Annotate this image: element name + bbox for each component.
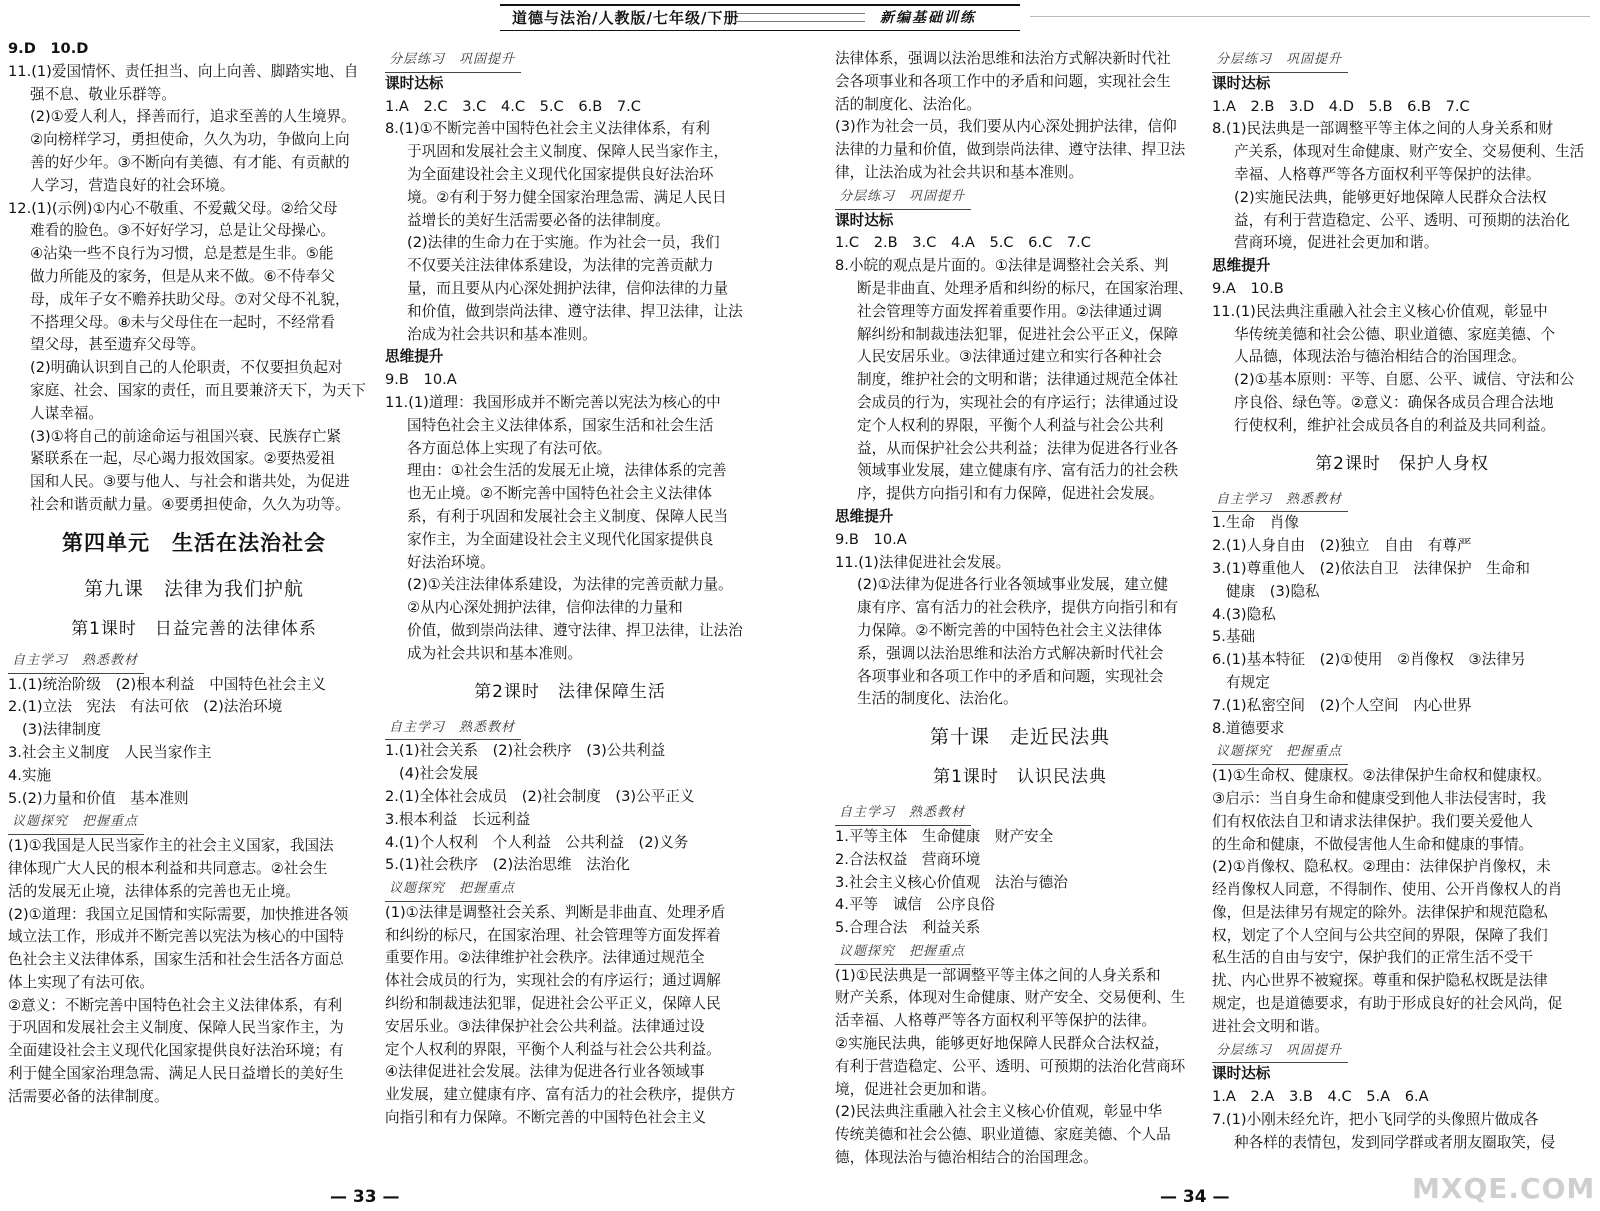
text-line: 1.平等主体 生命健康 财产安全	[835, 827, 1054, 845]
text-line: 也无止境。②不断完善中国特色社会主义法律体	[407, 485, 712, 503]
text-line: ②意义：不断完善中国特色社会主义法律体系，有利	[8, 996, 343, 1014]
text-line: 量，而且要从内心深处拥护法律，信仰法律的力量	[407, 279, 729, 297]
text-line: 力保障。②不断完善的中国特色社会主义法律体	[857, 621, 1162, 639]
text-line: 5.(2)力量和价值 基本准则	[8, 789, 189, 807]
text-line: 4.(1)个人权利 个人利益 公共利益 (2)义务	[385, 833, 689, 851]
text-line: 紧联系在一起，尽心竭力报效国家。②要热爱祖	[30, 450, 335, 468]
text-line: 8.道德要求	[1212, 719, 1285, 737]
text-line: 律体现广大人民的根本利益和共同意志。②社会生	[8, 859, 328, 877]
text-line: 家庭、社会、国家的责任，而且要兼济天下，为天下	[30, 381, 366, 399]
section-label: 议题探究 把握重点	[385, 878, 521, 902]
text-line: 纠纷和制裁违法犯罪，促进社会公平正义，保障人民	[385, 995, 721, 1013]
text-line: 法律的力量和价值，做到崇尚法律、遵守法律、捍卫法	[835, 141, 1186, 159]
text-line: 活的制度化、法治化。	[835, 95, 981, 113]
text-line: 律，让法治成为社会共识和基本准则。	[835, 163, 1084, 181]
text-line: 理由：①社会生活的发展无止境，法律体系的完善	[407, 462, 727, 480]
text-line: 解纠纷和制裁违法犯罪，促进社会公平正义，保障	[857, 325, 1179, 343]
text-line: 像，但是法律另有规定的除外。法律保护和规范隐私	[1212, 903, 1548, 921]
text-line: 法律体系，强调以法治思维和法治方式解决新时代社	[835, 50, 1171, 67]
lesson-heading: 第十课 走近民法典	[929, 726, 1110, 749]
text-line: 益，从而保护社会公共利益；法律为促进各行业各	[857, 439, 1179, 457]
subsection-label: 课时达标	[1212, 1065, 1271, 1083]
text-line: 3.(1)尊重他人 (2)依法自卫 法律保护 生命和	[1212, 559, 1530, 577]
text-line: 2.(1)人身自由 (2)独立 自由 有尊严	[1212, 537, 1472, 555]
text-line: 定个人权利的界限，平衡个人利益与社会公共利	[857, 416, 1164, 434]
text-line: 扰、内心世界不被窥探。尊重和保护隐私权既是法律	[1212, 972, 1548, 990]
text-line: 1.A 2.C 3.C 4.C 5.C 6.B 7.C	[385, 97, 641, 115]
page-number-right: — 34 —	[1160, 1187, 1230, 1207]
text-line: 11.(1)民法典注重融入社会主义核心价值观，彰显中	[1212, 302, 1548, 320]
text-line: 和纠纷的标尺，在国家治理、社会管理等方面发挥着	[385, 926, 721, 944]
text-line: 2.(1)立法 宪法 有法可依 (2)法治环境	[8, 698, 283, 716]
text-line: (2)①道理：我国立足国情和实际需要，加快推进各领	[8, 905, 349, 923]
text-line: 国和人民。③要与他人、与社会和谐共处，为促进	[30, 473, 350, 491]
text-line: 11.(1)道理：我国形成并不断完善以宪法为核心的中	[385, 393, 721, 411]
text-line: 传统美德和社会公德、职业道德、家庭美德、个人品	[835, 1126, 1171, 1144]
text-line: 治成为社会共识和基本准则。	[407, 325, 597, 343]
text-line: 1.(1)社会关系 (2)社会秩序 (3)公共利益	[385, 742, 666, 760]
text-line: 3.社会主义制度 人民当家作主	[8, 743, 212, 761]
text-line: (2)①肖像权、隐私权。②理由：法律保护肖像权，未	[1212, 858, 1551, 876]
section-label: 议题探究 把握重点	[835, 941, 971, 965]
class-heading: 第1课时 认识民法典	[933, 767, 1107, 788]
answer-column-4	[1212, 48, 1592, 1155]
text-line: 系，有利于巩固和发展社会主义制度、保障人民当	[407, 507, 729, 525]
text-line: 不仅要关注法律体系建设，为法律的完善贡献力	[407, 257, 714, 275]
text-line: 序，提供方向指引和有力保障，促进社会发展。	[857, 485, 1164, 503]
text-line: 不搭理父母。⑧未与父母住在一起时，不经常看	[30, 313, 335, 331]
text-line: 6.(1)基本特征 (2)①使用 ②肖像权 ③法律另	[1212, 651, 1526, 669]
text-line: 断是非曲直、处理矛盾和纠纷的标尺，在国家治理、	[857, 279, 1193, 297]
series-brand: 新编基础训练	[880, 10, 976, 26]
text-line: 向指引和有力保障。不断完善的中国特色社会主义	[385, 1109, 707, 1127]
text-line: 体社会成员的行为，实现社会的有序运行；通过调解	[385, 972, 721, 990]
section-label: 议题探究 把握重点	[8, 811, 144, 835]
text-line: 母，成年子女不赡养扶助父母。⑦对父母不礼貌，	[30, 290, 350, 308]
header-rule	[1030, 16, 1590, 17]
subsection-label: 课时达标	[385, 74, 444, 92]
answer-column-2	[385, 48, 755, 1130]
text-line: 益增长的美好生活需要必备的法律制度。	[407, 211, 670, 229]
text-line: 财产关系，体现对生命健康、财产安全、交易便利、生	[835, 989, 1186, 1007]
page-number-left: — 33 —	[330, 1187, 400, 1207]
text-line: 规定，也是道德要求，有助于形成良好的社会风尚，促	[1212, 995, 1563, 1013]
text-line: 1.生命 肖像	[1212, 514, 1299, 532]
text-line: (1)①我国是人民当家作主的社会主义国家，我国法	[8, 837, 334, 855]
subsection-label: 思维提升	[1212, 257, 1271, 275]
text-line: 社会和谐贡献力量。④要勇担使命，久久为功等。	[30, 495, 350, 513]
text-line: 产关系，体现对生命健康、财产安全、交易便利、生活	[1234, 143, 1585, 161]
text-line: 权，划定了个人空间与公共空间的界限，保障了我们	[1212, 926, 1548, 944]
text-line: 难看的脸色。③不好好学习，总是让父母操心。	[30, 222, 335, 240]
header-decoration	[735, 13, 865, 22]
text-line: 经肖像权人同意，不得制作、使用、公开肖像权人的肖	[1212, 881, 1563, 899]
text-line: (4)社会发展	[399, 765, 479, 783]
text-line: 私生活的自由与安宁，保护我们的正常生活不受干	[1212, 949, 1534, 967]
text-line: 4.实施	[8, 766, 52, 784]
text-line: 营商环境，促进社会更加和谐。	[1234, 234, 1439, 252]
text-line: 成为社会共识和基本准则。	[407, 644, 583, 662]
unit-heading: 第四单元 生活在法治社会	[62, 530, 326, 555]
text-line: (2)实施民法典，能够更好地保障人民群众合法权	[1234, 188, 1547, 206]
section-label: 分层练习 巩固提升	[835, 186, 971, 210]
section-label: 自主学习 熟悉教材	[385, 717, 521, 741]
text-line: ④沾染一些不良行为习惯，总是惹是生非。⑤能	[30, 245, 334, 263]
text-line: 种各样的表情包，发到同学群或者朋友圈取笑，侵	[1234, 1133, 1556, 1151]
text-line: 价值，做到崇尚法律、遵守法律、捍卫法律，让法治	[407, 621, 743, 639]
text-line: 11.(1)法律促进社会发展。	[835, 553, 1011, 571]
text-line: 系，强调以法治思维和法治方式解决新时代社会	[857, 644, 1164, 662]
text-line: 各项事业和各项工作中的矛盾和问题，实现社会	[857, 667, 1164, 685]
text-line: 重要作用。②法律维护社会秩序。法律通过规范全	[385, 949, 705, 967]
text-line: 制度，维护社会的文明和谐；法律通过规范全体社	[857, 371, 1179, 389]
text-line: 活的发展无止境，法律体系的完善也无止境。	[8, 882, 300, 900]
book-title: 道德与法治/人教版/七年级/下册	[512, 9, 740, 27]
text-line: 华传统美德和社会公德、职业道德、家庭美德、个	[1234, 325, 1556, 343]
text-line: 4.平等 诚信 公序良俗	[835, 896, 995, 914]
text-line: 2.合法权益 营商环境	[835, 850, 981, 868]
text-line: 各方面总体上实现了有法可依。	[407, 439, 612, 457]
text-line: 域立法工作，形成并不断完善以宪法为核心的中国特	[8, 928, 344, 946]
text-line: 有规定	[1226, 673, 1270, 691]
section-label: 议题探究 把握重点	[1212, 741, 1348, 765]
text-line: 会各项事业和各项工作中的矛盾和问题，实现社会生	[835, 72, 1171, 90]
subsection-label: 思维提升	[835, 507, 894, 525]
text-line: 9.A 10.B	[1212, 279, 1284, 297]
section-label: 分层练习 巩固提升	[1212, 1040, 1348, 1064]
text-line: ②实施民法典，能够更好地保障人民群众合法权益，	[835, 1035, 1170, 1053]
text-line: 利于健全国家治理急需、满足人民日益增长的美好生	[8, 1065, 344, 1083]
text-line: 人民安居乐业。③法律通过建立和实行各种社会	[857, 348, 1162, 366]
text-line: 9.B 10.A	[385, 371, 457, 389]
text-line: 家作主，为全面建设社会主义现代化国家提供良	[407, 530, 714, 548]
text-line: 康有序、富有活力的社会秩序，提供方向指引和有	[857, 599, 1179, 617]
text-line: 领域事业发展，建立健康有序、富有活力的社会秩	[857, 462, 1179, 480]
text-line: 善的好少年。③不断向有美德、有才能、有贡献的	[30, 153, 350, 171]
text-line: 8.(1)①不断完善中国特色社会主义法律体系，有利	[385, 120, 710, 138]
text-line: 体上实现了有法可依。	[8, 973, 154, 991]
text-line: (3)①将自己的前途命运与祖国兴衰、民族存亡紧	[30, 427, 342, 445]
section-label: 分层练习 巩固提升	[385, 49, 521, 73]
class-heading: 第2课时 保护人身权	[1315, 453, 1489, 474]
text-line: (2)①基本原则：平等、自愿、公平、诚信、守法和公	[1234, 371, 1575, 389]
subsection-label: 思维提升	[385, 348, 444, 366]
text-line: 做力所能及的家务，但是从来不做。⑥不侍奉父	[30, 267, 335, 285]
text-line: 生活的制度化、法治化。	[857, 690, 1018, 708]
section-label: 自主学习 熟悉教材	[8, 650, 144, 674]
text-line: 1.A 2.B 3.D 4.D 5.B 6.B 7.C	[1212, 97, 1470, 115]
text-line: ③启示：当自身生命和健康受到他人非法侵害时，我	[1212, 789, 1547, 807]
text-line: 望父母，甚至遗弃父母等。	[30, 336, 206, 354]
text-line: 2.(1)全体社会成员 (2)社会制度 (3)公平正义	[385, 787, 695, 805]
text-line: (1)①生命权、健康权。②法律保护生命权和健康权。	[1212, 767, 1551, 785]
text-line: 9.B 10.A	[835, 530, 907, 548]
text-line: (2)①关注法律体系建设，为法律的完善贡献力量。	[407, 576, 733, 594]
text-line: 德，体现法治与德治相结合的治国理念。	[835, 1149, 1098, 1167]
text-line: 1.A 2.A 3.B 4.C 5.A 6.A	[1212, 1088, 1429, 1106]
text-line: 和价值，做到崇尚法律、遵守法律、捍卫法律，让法	[407, 302, 743, 320]
text-line: 5.(1)社会秩序 (2)法治思维 法治化	[385, 856, 630, 874]
text-line: (3)法律制度	[22, 721, 102, 739]
text-line: 幸福、人格尊严等各方面权利平等保护的法律。	[1234, 165, 1541, 183]
text-line: 4.(3)隐私	[1212, 605, 1276, 623]
text-line: 7.(1)私密空间 (2)个人空间 内心世界	[1212, 696, 1472, 714]
section-label: 自主学习 熟悉教材	[1212, 489, 1348, 513]
page-header	[0, 0, 1600, 34]
text-line: 行使权利，维护社会成员各自的利益及共同利益。	[1234, 416, 1556, 434]
text-line: 序良俗、绿色等。②意义：确保各成员合理合法地	[1234, 393, 1554, 411]
text-line: 健康 (3)隐私	[1226, 582, 1320, 600]
text-line: 为全面建设社会主义现代化国家提供良好法治环	[407, 165, 714, 183]
text-line: 1.C 2.B 3.C 4.A 5.C 6.C 7.C	[835, 234, 1091, 252]
text-line: ②从内心深处拥护法律，信仰法律的力量和	[407, 599, 683, 617]
text-line: (2)明确认识到自己的人伦职责，不仅要担负起对	[30, 359, 343, 377]
text-line: 人学习，营造良好的社会环境。	[30, 176, 235, 194]
text-line: 9.D 10.D	[8, 40, 89, 57]
text-line: 8.小皖的观点是片面的。①法律是调整社会关系、判	[835, 257, 1169, 275]
text-line: 社会管理等方面发挥着重要作用。②法律通过调	[857, 302, 1162, 320]
text-line: 人谋幸福。	[30, 404, 103, 422]
text-line: ④法律促进社会发展。法律为促进各行业各领域事	[385, 1063, 705, 1081]
text-line: 7.(1)小刚未经允许，把小飞同学的头像照片做成各	[1212, 1111, 1539, 1129]
answer-column-3	[835, 48, 1205, 1170]
text-line: (2)法律的生命力在于实施。作为社会一员，我们	[407, 234, 720, 252]
text-line: (2)①爱人利人，择善而行，追求至善的人生境界。	[30, 108, 356, 126]
text-line: 12.(1)(示例)①内心不敬重、不爱戴父母。②给父母	[8, 199, 338, 217]
text-line: 5.基础	[1212, 628, 1256, 646]
text-line: (1)①民法典是一部调整平等主体之间的人身关系和	[835, 966, 1161, 984]
text-line: 境。②有利于努力健全国家治理急需、满足人民日	[407, 188, 727, 206]
text-line: 3.根本利益 长远利益	[385, 810, 531, 828]
text-line: ②向榜样学习，勇担使命，久久为功，争做向上向	[30, 131, 350, 149]
text-line: 有利于营造稳定、公平、透明、可预期的法治化营商环	[835, 1057, 1186, 1075]
text-line: 强不息、敬业乐群等。	[30, 85, 176, 103]
watermark: MXQE.COM	[1412, 1172, 1596, 1205]
section-label: 分层练习 巩固提升	[1212, 49, 1348, 73]
text-line: 安居乐业。③法律保护社会公共利益。法律通过设	[385, 1017, 705, 1035]
subsection-label: 课时达标	[835, 211, 894, 229]
text-line: 8.(1)民法典是一部调整平等主体之间的人身关系和财	[1212, 120, 1554, 138]
text-line: 业发展，建立健康有序、富有活力的社会秩序，提供方	[385, 1086, 736, 1104]
text-line: 活幸福、人格尊严等各方面权利平等保护的法律。	[835, 1012, 1157, 1030]
text-line: (3)作为社会一员，我们要从内心深处拥护法律，信仰	[835, 118, 1177, 136]
text-line: 11.(1)爱国情怀、责任担当、向上向善、脚踏实地、自	[8, 62, 359, 80]
text-line: 好法治环境。	[407, 553, 495, 571]
text-line: 益，有利于营造稳定、公平、透明、可预期的法治化	[1234, 211, 1570, 229]
text-line: 5.合理合法 利益关系	[835, 919, 981, 937]
text-line: 活需要必备的法律制度。	[8, 1087, 169, 1105]
lesson-heading: 第九课 法律为我们护航	[83, 577, 304, 600]
text-line: (1)①法律是调整社会关系、判断是非曲直、处理矛盾	[385, 903, 726, 921]
text-line: 境，促进社会更加和谐。	[835, 1080, 996, 1098]
text-line: 们有权依法自卫和请求法律保护。我们要关爱他人	[1212, 812, 1534, 830]
class-heading: 第1课时 日益完善的法律体系	[71, 618, 317, 639]
text-line: 的生命和健康，不做侵害他人生命和健康的事情。	[1212, 835, 1534, 853]
text-line: 全面建设社会主义现代化国家提供良好法治环境；有	[8, 1042, 344, 1060]
text-line: (2)民法典注重融入社会主义核心价值观，彰显中华	[835, 1103, 1163, 1121]
text-line: 于巩固和发展社会主义制度、保障人民当家作主，为	[8, 1019, 344, 1037]
text-line: 1.(1)统治阶级 (2)根本利益 中国特色社会主义	[8, 675, 326, 693]
subsection-label: 课时达标	[1212, 74, 1271, 92]
text-line: 会成员的行为，实现社会的有序运行；法律通过设	[857, 393, 1179, 411]
text-line: 定个人权利的界限，平衡个人利益与社会公共利益。	[385, 1040, 721, 1058]
class-heading: 第2课时 法律保障生活	[474, 681, 666, 702]
answer-column-1	[8, 38, 380, 1109]
text-line: 人品德，体现法治与德治相结合的治国理念。	[1234, 348, 1526, 366]
text-line: 进社会文明和谐。	[1212, 1017, 1329, 1035]
text-line: 于巩固和发展社会主义制度、保障人民当家作主，	[407, 143, 729, 161]
text-line: 国特色社会主义法律体系，国家生活和社会生活	[407, 416, 714, 434]
section-label: 自主学习 熟悉教材	[835, 802, 971, 826]
text-line: 色社会主义法律体系，国家生活和社会生活各方面总	[8, 951, 344, 969]
text-line: 3.社会主义核心价值观 法治与德治	[835, 873, 1068, 891]
text-line: (2)①法律为促进各行业各领域事业发展，建立健	[857, 576, 1169, 594]
